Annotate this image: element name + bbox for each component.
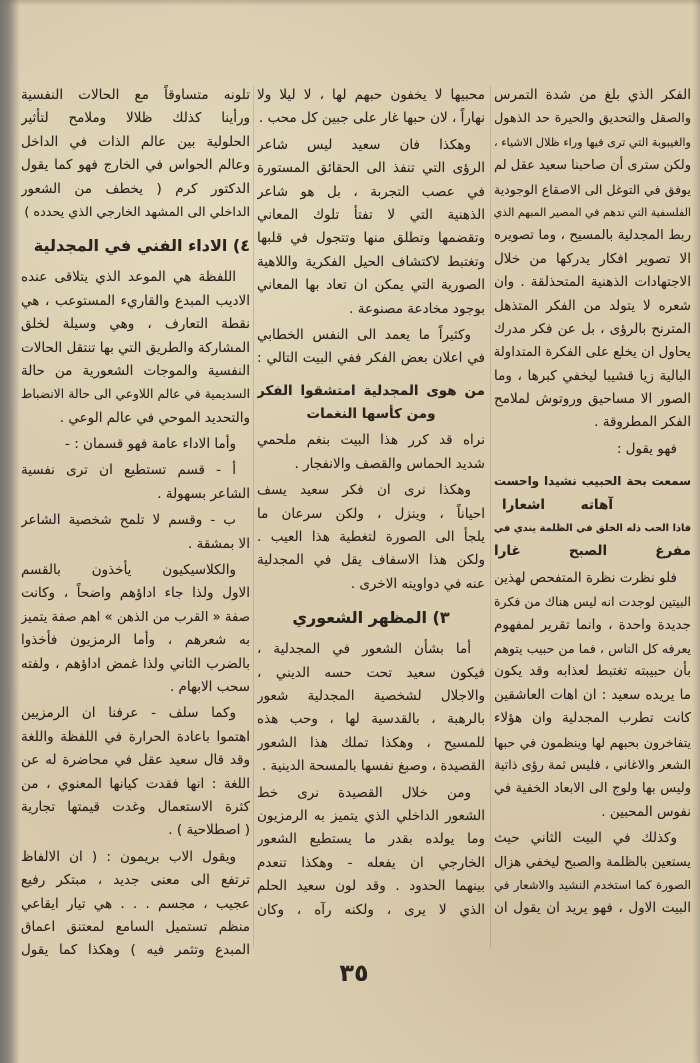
- text-line: والغيبوبة التي ترى فيها وراء ظلال الاشياء ،: [494, 135, 691, 149]
- text-line: ولكن هذا الاسفاف يقل في المجدلية: [257, 552, 485, 569]
- verse-line: فاذا الحب ذله الخلق في الظلمة يندي في: [494, 523, 691, 535]
- text-line: وتقضمها وتطلق منها وتتجول في قلبها: [257, 230, 485, 247]
- text-line: ورأينا كذلك ظلالا وملامح لتأثير: [21, 110, 250, 127]
- paragraph: [257, 84, 485, 131]
- paragraph: [257, 134, 485, 321]
- text-line: وعالم الحواس في الخارج فهو كما يقول: [21, 157, 250, 174]
- text-line: الذي لا يرى ، ولكنه رآه ، وكان: [257, 901, 485, 918]
- text-line: في عصب التجربة ، بل هو شاعر: [257, 183, 485, 200]
- text-line: يوفق في التوغل الى الاصقاع الوجودية: [494, 181, 691, 197]
- verse-line: آهاته اشعارا: [502, 496, 613, 513]
- text-line: الاجتهادات الذهنية المتحذلقة . وان: [494, 274, 691, 291]
- text-line: وكثيراً ما يعمد الى النفس الخطابي: [257, 326, 471, 343]
- text-line: صفة « القرب من الذهن » اهم صفة يتميز: [21, 609, 250, 625]
- text-line: ب - وقسم لا تلمح شخصية الشاعر: [21, 512, 236, 529]
- text-line: الصورة كما استخدم النشيد والاشعار في: [494, 877, 691, 892]
- text-line: وأما الاداء عامة فهو قسمان : -: [65, 436, 236, 453]
- column-right: [494, 84, 691, 921]
- text-line: أ - قسم تستطيع ان ترى نفسية: [21, 462, 236, 479]
- text-line: فهو يقول :: [616, 440, 677, 457]
- text-line: نقطة التعارف ، وهي وسيلة لخلق: [21, 316, 250, 333]
- paragraph: [494, 84, 691, 435]
- text-line: وكذلك في البيت الثاني حيث: [494, 830, 677, 847]
- text-line: فلو نظرت نظرة المتفحص لهذين: [494, 569, 677, 586]
- paragraph: [21, 702, 250, 842]
- text-line: عنه في دواوينه الاخرى .: [350, 575, 485, 592]
- text-line: نفوس المحبين .: [601, 803, 691, 820]
- text-line: في اعلان بعض الفكر ففي البيت التالي :: [257, 350, 485, 367]
- column-middle: [257, 84, 485, 922]
- text-line: محبيها لا يخفون حبهم لها ، لا ليلا ولا: [257, 87, 485, 103]
- text-line: بالضرب الثاني ولذا غمض اداؤهم ، ولفته: [21, 655, 250, 672]
- text-line: نراه قد كرر هذا البيت بنغم ملحمي: [257, 432, 485, 449]
- column-left: [21, 84, 250, 963]
- text-line: الخارجي ان يفعله - وهكذا تنعدم: [257, 854, 485, 871]
- text-line: شعره لا يتولد من الفكر المتذهل: [494, 297, 691, 314]
- text-line: الحلولية بين عالم الذات في الداخل: [21, 133, 250, 150]
- paragraph: [257, 429, 485, 476]
- section-heading-block: [257, 603, 485, 633]
- text-line: وليس بها ولوج الى الابعاد الخفية في: [494, 781, 691, 797]
- text-line: اللفظة هي الموعد الذي يتلاقى عنده: [21, 269, 236, 286]
- text-line: الشاعر بسهولة .: [157, 485, 250, 502]
- text-line: سحب الابهام .: [169, 678, 250, 695]
- text-line: بالرهبة ، بالقدسية لها ، وحب هذه: [257, 711, 485, 728]
- text-line: فيكون سعيد تحت حسه الديني ،: [257, 664, 485, 681]
- text-line: اهتموا باعادة الحرارة في اللفظة واللغة: [21, 728, 250, 745]
- verse-line: من هوى المجدلية امتشقوا الفكر: [257, 382, 485, 399]
- page-top-shadow: [0, 0, 700, 6]
- text-line: الا تصوير افكار يدركها من خلال: [494, 250, 691, 267]
- text-line: بأن حبيبته تغتبط لعذابه وقد يكون: [494, 663, 691, 680]
- text-line: ما يريده سعيد : ان اهات العاشقين: [494, 686, 691, 703]
- text-line: كانت تطرب المجدلية وان هؤلاء: [494, 710, 691, 727]
- text-line: البالية زيا قشيبا ليخفي كبرها ، وما: [494, 367, 691, 384]
- text-line: والتحديد الموحي في عالم الوعي .: [59, 409, 250, 426]
- text-line: الشعر والاغاني ، فليس ثمة رؤى ذاتية: [494, 757, 691, 773]
- text-line: القصيدة ، وصبغ نفسها بالمسحة الدينية .: [261, 758, 485, 775]
- text-line: احياناً ، وينزل ، ولكن سرعان ما: [257, 505, 485, 522]
- text-line: وتغتبط لاكتشاف الحيل الفكرية واللاهية: [257, 253, 485, 270]
- column-rule: [253, 86, 254, 948]
- text-line: وهكذا نرى ان فكر سعيد يسف: [257, 482, 471, 499]
- text-line: البيت الاول ، فهو يريد ان يقول ان: [494, 900, 691, 917]
- text-line: النفسية والموجات الشعورية من حالة: [21, 362, 250, 379]
- paragraph: [21, 509, 250, 556]
- section-heading-block: [21, 231, 250, 261]
- text-line: كثرة الاستعمال وغدت قيمتها تجارية: [21, 798, 250, 815]
- page-edge-shadow: [692, 0, 700, 1063]
- text-line: تلونه متساوقاً مع الحالات النفسية: [21, 87, 250, 103]
- text-line: ومن خلال القصيدة نرى خط: [257, 784, 471, 801]
- text-line: ولكن سترى أن صاحبنا سعيد عقل لم: [494, 158, 691, 174]
- text-line: الاديب المبدع والقاريء المستوعب ، هي: [21, 292, 250, 309]
- text-line: الدكتور كرم ( يخطف من الشعور: [21, 180, 250, 197]
- text-line: أما بشأن الشعور في المجدلية ،: [257, 641, 471, 658]
- text-line: السديمية في عالم اللاوعي الى حالة الانضباط: [21, 387, 250, 402]
- column-rule: [490, 86, 491, 948]
- text-line: الصور الا مساحيق وروتوش لملامح: [494, 391, 691, 408]
- text-line: عجيب ، مجسم . . . هي تيار ايقاعي: [21, 895, 250, 912]
- text-line: الا بمشقة .: [188, 535, 250, 552]
- text-line: البيتين لوجدت انه ليس هناك من فكرة: [494, 594, 691, 610]
- text-line: الفلسفية التي تدهم في المصير المبهم الذي: [494, 205, 691, 219]
- text-line: نهاراً ، لان حبها غار على جبين كل محب .: [258, 110, 485, 127]
- section-heading: ٣) المظهر الشعوري: [292, 608, 450, 628]
- paragraph: [21, 459, 250, 506]
- text-line: الفكر الذي بلغ من شدة التمرس: [494, 87, 691, 103]
- text-line: الداخلي الى المشهد الخارجي الذي يحدده ): [24, 204, 250, 220]
- text-line: والكلاسيكيون يأخذون بالقسم: [21, 562, 236, 579]
- paragraph: [257, 638, 485, 778]
- paragraph: [257, 479, 485, 596]
- verse-line: ومن كأسها النغمات: [306, 406, 436, 423]
- paragraph: [21, 846, 250, 963]
- paragraph: [257, 782, 485, 922]
- text-line: اللغة : انها فقدت كيانها المعنوي ، من: [21, 775, 250, 792]
- text-line: الاول ولذا جاء اداؤهم واضحاً ، وكانت: [21, 585, 250, 602]
- text-line: ربط المجدلية بالمسيح ، وما تصويره: [494, 228, 691, 244]
- text-line: منظم تستميل السامع لمعتنق اعماق: [21, 918, 250, 935]
- text-line: جديدة واحدة ، وانما تقرير لمفهوم: [494, 616, 691, 633]
- text-line: ويقول الاب بريمون : ( ان الالفاظ: [21, 848, 236, 865]
- text-line: وما يولده بقدر ما يستطيع الشعور: [257, 831, 485, 848]
- verse-block: [494, 470, 691, 564]
- paragraph: [21, 266, 250, 430]
- text-line: بينهما الحدود . وقد لون سعيد الحلم: [257, 878, 485, 895]
- text-line: يلجأ الى الصورة لتغطية هذا العيب .: [257, 529, 485, 546]
- verse-line: سمعت بحة الحبيب نشيدا واحست: [494, 474, 691, 489]
- paragraph: [21, 433, 250, 456]
- text-line: يعرفه كل الناس ، فما من حبيب يتوهم: [494, 640, 691, 656]
- paragraph: [21, 84, 250, 224]
- text-line: ترتفع الى معنى جديد ، مبتكر رفيع: [21, 872, 250, 889]
- text-line: الفكر المطروقة .: [594, 414, 691, 431]
- text-line: الرؤى التي تنفذ الى الحقائق المستورة: [257, 160, 485, 177]
- paragraph: [257, 324, 485, 371]
- text-line: المترنح بالرؤى ، بل عن فكر مدرك: [494, 320, 691, 337]
- text-line: ( اصطلاحية ) .: [168, 822, 250, 839]
- paragraph: [21, 559, 250, 699]
- verse-line: مفرغ الصبح غارا: [494, 543, 691, 560]
- text-line: والصقل والتحديق والحيرة حد الذهول: [494, 111, 691, 127]
- text-line: الذهنية التي لا تفتأ تلوك المعاني: [257, 206, 485, 223]
- paragraph: [494, 827, 691, 921]
- text-line: الصورية التي يمكن ان تعاد بها المعاني: [257, 277, 485, 294]
- text-line: وهكذا فان سعيد ليس شاعر: [257, 136, 471, 153]
- text-line: وكما سلف - عرفنا ان الرمزيين: [21, 705, 236, 722]
- text-line: شديد الحماس والقصف والانفجار .: [294, 455, 485, 472]
- section-heading: ٤) الاداء الفني في المجدلية: [33, 236, 250, 256]
- paragraph: [494, 438, 691, 461]
- text-line: والاجلال لشخصية المجدلية شعور: [257, 687, 485, 704]
- text-line: الشعور الداخلي الذي يتميز به الرمزيون: [257, 807, 485, 824]
- text-line: بوجود مخادعة مصنوعة .: [349, 300, 485, 317]
- verse-block: [257, 380, 485, 427]
- text-line: وقد قال سعيد عقل في محاضرة له عن: [21, 752, 250, 769]
- paragraph: [494, 567, 691, 824]
- text-line: به شعرهم ، وأما الرمزيون فأخذوا: [21, 632, 250, 649]
- text-line: المشاركة والطريق التي بها تنتقل الحالات: [21, 339, 250, 356]
- binding-shadow: [0, 0, 20, 1063]
- text-line: للمسيح ، وهكذا تملك هذا الشعور: [257, 734, 485, 751]
- text-line: يستعين بالظلمة والصبح ليخفي هزال: [494, 854, 691, 870]
- text-line: المبدع وتثمر فيه ) وهكذا كما يقول: [21, 942, 250, 959]
- text-line: يحاول ان يخلع على الفكرة المتداولة: [494, 345, 691, 361]
- text-line: يتفاخرون بحبهم لها وينظمون في حبها: [494, 734, 691, 750]
- page-number: ٣٥: [339, 959, 369, 987]
